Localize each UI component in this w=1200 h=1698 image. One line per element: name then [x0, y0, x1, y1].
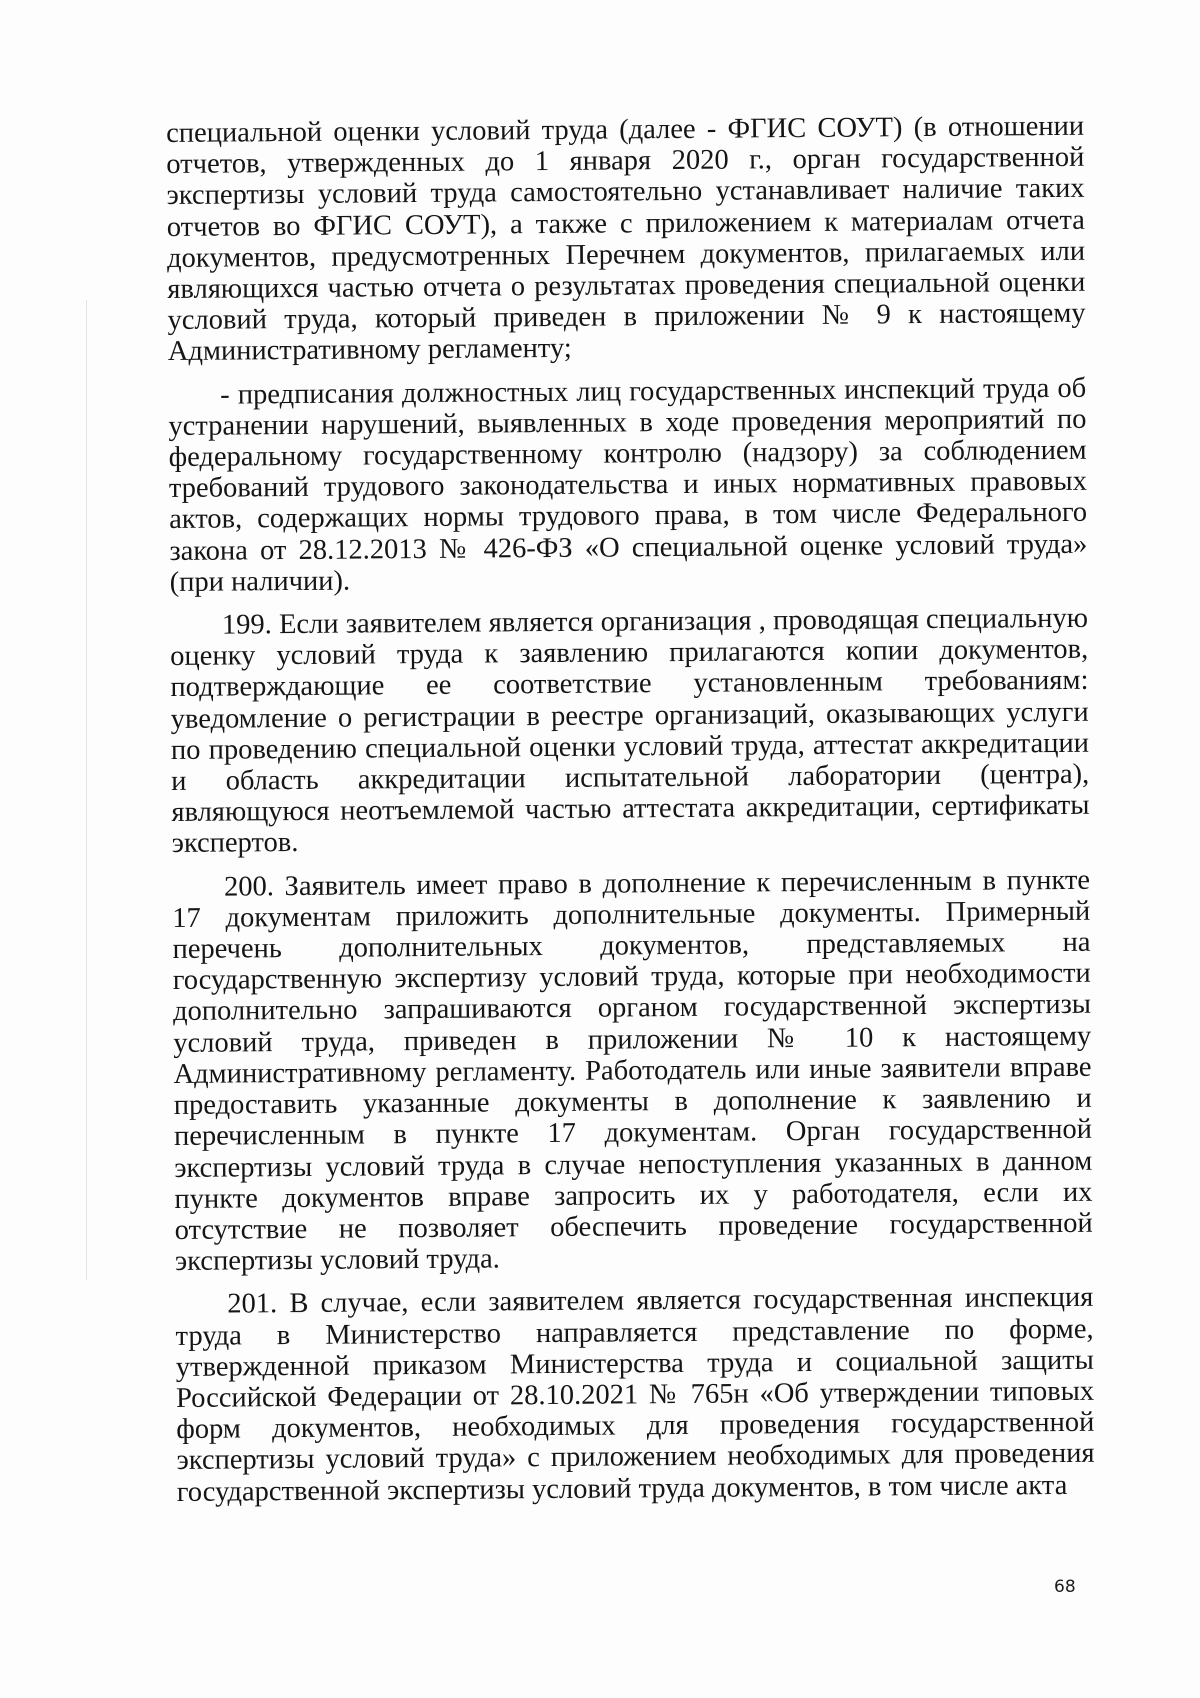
- paragraph-continuation: специальной оценки условий труда (далее - ФГИС СОУТ) (в отношении отчетов, утвержденных до 1 января 2020 г., орган государственной экспертизы условий труда самостоятельно устанавливает наличие таких отчетов во ФГИС СОУТ), а также с приложением к материалам отчета документов, предусмотренных Перечнем документов, прилагаемых или являющихся частью отчета о результатах проведения специальной оценки условий труда, который приведен в приложении № 9 к настоящему Административному регламенту;: [166, 110, 1086, 368]
- paragraph-200: 200. Заявитель имеет право в дополнение к перечисленным в пункте 17 документам приложить дополнительные документы. Примерный перечень дополнительных документов, представляемых на государственную экспертизу условий труда, которые при необходимости дополнительно запрашиваются органом государственной экспертизы условий труда, приведен в приложении № 10 к настоящему Административному регламенту. Работодатель или иные заявители вправе предоставить указанные документы в дополнение к заявлению и перечисленным в пункте 17 документам. Орган государственной экспертизы условий труда в случае непоступления указанных в данном пункте документов вправе запросить их у работодателя, если их отсутствие не позволяет обеспечить проведение государственной экспертизы условий труда.: [172, 864, 1093, 1278]
- scan-margin-line: [86, 300, 87, 1280]
- page-number: 68: [1054, 1577, 1076, 1597]
- paragraph-201: 201. В случае, если заявителем является государственная инспекция труда в Министерство направляется представление по форме, утвержденной приказом Министерства труда и социальной защиты Российской Федерации от 28.10.2021 № 765н «Об утверждении типовых форм документов, необходимых для проведения государственной экспертизы условий труда» с приложением необходимых для проведения государственной экспертизы условий труда документов, в том числе акта: [175, 1282, 1095, 1508]
- document-body: [166, 111, 1095, 1508]
- paragraph-199: 199. Если заявителем является организация , проводящая специальную оценку условий труда к заявлению прилагаются копии документов, подтверждающие ее соответствие установленным требованиям: уведомление о регистрации в реестре организаций, оказывающих услуги по проведению специальной оценки условий труда, аттестат аккредитации и область аккредитации испытательной лаборатории (центра), являющуюся неотъемлемой частью аттестата аккредитации, сертификаты экспертов.: [170, 602, 1090, 860]
- paragraph-prescriptions: - предписания должностных лиц государственных инспекций труда об устранении нарушений, выявленных в ходе проведения мероприятий по федеральному государственному контролю (надзору) за соблюдением требований трудового законодательства и иных нормативных правовых актов, содержащих нормы трудового права, в том числе Федерального закона от 28.12.2013 № 426-ФЗ «О специальной оценке условий труда» (при наличии).: [168, 372, 1088, 598]
